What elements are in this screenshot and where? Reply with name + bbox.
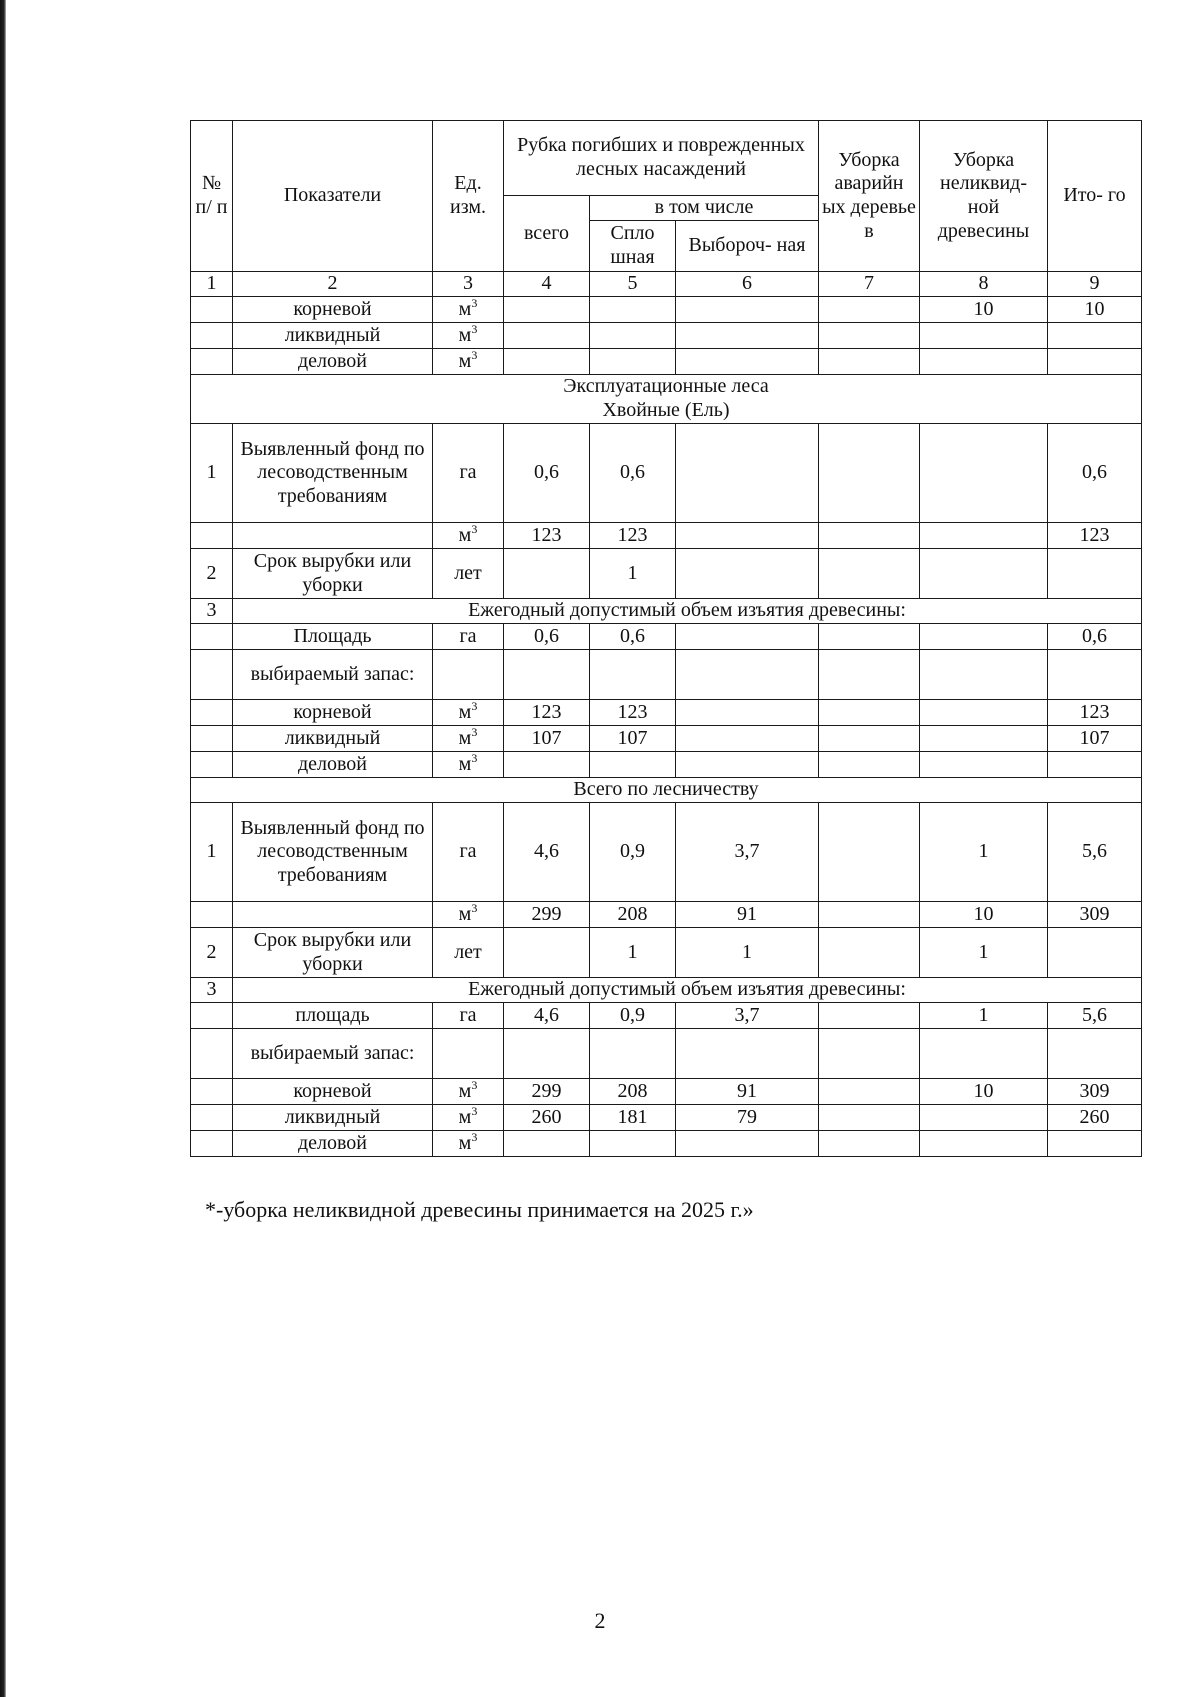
table-cell [504,349,590,375]
table-row [191,928,1142,978]
table-cell [233,902,433,928]
table-row [191,349,1142,375]
table-cell: 91 [676,902,819,928]
table-cell: 107 [590,726,676,752]
table-cell: 260 [1048,1105,1142,1131]
table-cell: 107 [1048,726,1142,752]
table-cell: 1 [920,1003,1048,1029]
table-cell: 123 [590,700,676,726]
table-cell: 208 [590,902,676,928]
col-number: 7 [819,272,920,297]
table-row [191,700,1142,726]
table-row [191,599,1142,624]
table-row [191,624,1142,650]
table-cell: выбираемый запас: [233,1029,433,1079]
page-number: 2 [594,1608,606,1633]
table-cell [819,424,920,523]
unit-cell: $м^3$ [433,523,504,549]
table-cell: 79 [676,1105,819,1131]
table-row [191,424,1142,523]
col-number: 8 [920,272,1048,297]
table-cell: 3,7 [676,1003,819,1029]
table-cell [191,902,233,928]
table-cell: 181 [590,1105,676,1131]
table-cell [819,752,920,778]
table-cell [819,323,920,349]
unit-cell: $м^3$ [433,700,504,726]
table-cell [590,297,676,323]
table-cell: деловой [233,349,433,375]
table-cell: 107 [504,726,590,752]
table-cell: га [433,803,504,902]
table-cell [819,726,920,752]
table-cell: 3,7 [676,803,819,902]
unit-cell: $м^3$ [433,726,504,752]
table-cell [819,1105,920,1131]
table-cell: 1 [191,424,233,523]
table-row [191,902,1142,928]
table-cell [191,726,233,752]
table-cell: 208 [590,1079,676,1105]
table-cell [819,549,920,599]
table-cell [191,650,233,700]
table-cell: 123 [590,523,676,549]
table-cell [676,1029,819,1079]
table-row [191,549,1142,599]
col-number: 5 [590,272,676,297]
table-cell [191,752,233,778]
table-cell [676,549,819,599]
table-row [191,297,1142,323]
header-emergency: Уборка аварийн ых деревье в [819,121,920,272]
table-cell [920,650,1048,700]
table-row [191,1105,1142,1131]
table-cell [920,700,1048,726]
table-row [191,1131,1142,1157]
table-row [191,1079,1142,1105]
table-cell [590,1131,676,1157]
table-cell [504,928,590,978]
table-cell: 1 [920,928,1048,978]
table-cell: ликвидный [233,323,433,349]
column-numbers-row [191,272,1142,297]
header-grand-total: Ито- го [1048,121,1142,272]
unit-cell: $м^3$ [433,902,504,928]
header-unit: Ед. изм. [433,121,504,272]
table-cell [504,323,590,349]
table-cell: лет [433,928,504,978]
table-cell [676,624,819,650]
table-cell [1048,650,1142,700]
unit-cell: $м^3$ [433,1079,504,1105]
table-row [191,1029,1142,1079]
table-cell: 10 [920,902,1048,928]
table-cell: 4,6 [504,803,590,902]
table-cell: Срок вырубки или уборки [233,928,433,978]
table-cell [676,523,819,549]
table-cell: 123 [504,523,590,549]
header-including: в том числе [590,196,819,221]
header-num: № п/ п [191,121,233,272]
table-cell [676,297,819,323]
section-title-row [191,778,1142,803]
section-title-row [191,375,1142,424]
table-cell: 0,6 [504,424,590,523]
table-cell [191,523,233,549]
table-cell [819,349,920,375]
table-cell: лет [433,549,504,599]
table-cell [1048,549,1142,599]
table-cell: корневой [233,297,433,323]
table-cell [920,349,1048,375]
header-nonliquid: Уборка неликвид- ной древесины [920,121,1048,272]
table-cell [1048,1029,1142,1079]
col-number: 4 [504,272,590,297]
header-clear: Спло шная [590,221,676,272]
table-cell [590,1029,676,1079]
unit-cell: $м^3$ [433,349,504,375]
table-cell [590,349,676,375]
table-cell: 0,6 [590,624,676,650]
table-cell: 91 [676,1079,819,1105]
header-felling-group: Рубка погибших и поврежденных лесных насаждений [504,121,819,196]
section-title: Всего по лесничеству [191,778,1142,803]
table-cell [191,323,233,349]
unit-cell: $м^3$ [433,297,504,323]
table-row [191,978,1142,1003]
table-cell: га [433,624,504,650]
table-cell [504,297,590,323]
table-row [191,323,1142,349]
annual-volume-heading: Ежегодный допустимый объем изъятия древесины: [233,599,1142,624]
table-cell: 0,9 [590,803,676,902]
table-cell [191,349,233,375]
table-row [191,803,1142,902]
table-cell: 1 [191,803,233,902]
table-cell [191,700,233,726]
table-cell: 123 [504,700,590,726]
table-cell: Срок вырубки или уборки [233,549,433,599]
table-cell: 10 [920,297,1048,323]
table-cell [920,523,1048,549]
table-cell [819,700,920,726]
header-total: всего [504,196,590,272]
table-cell [1048,928,1142,978]
forest-felling-table [190,120,1142,1157]
table-cell [819,1131,920,1157]
table-cell [920,1029,1048,1079]
table-cell [819,1003,920,1029]
table-cell [676,752,819,778]
table-cell [590,752,676,778]
annual-volume-heading: Ежегодный допустимый объем изъятия древесины: [233,978,1142,1003]
table-cell: 299 [504,902,590,928]
table-cell: 309 [1048,1079,1142,1105]
table-row [191,1003,1142,1029]
table-cell: 1 [590,928,676,978]
table-cell: корневой [233,1079,433,1105]
col-number: 9 [1048,272,1142,297]
col-number: 1 [191,272,233,297]
table-cell [1048,349,1142,375]
table-cell [920,624,1048,650]
table-cell [819,803,920,902]
table-row [191,650,1142,700]
table-cell [191,624,233,650]
table-cell: Выявленный фонд по лесоводственным требованиям [233,424,433,523]
table-cell: 1 [676,928,819,978]
table-cell [920,424,1048,523]
table-cell: ликвидный [233,1105,433,1131]
table-cell [504,1131,590,1157]
scan-edge [0,0,6,1697]
table-cell [676,323,819,349]
table-cell [676,726,819,752]
table-cell: 0,6 [504,624,590,650]
table-cell: 0,6 [590,424,676,523]
table-cell: корневой [233,700,433,726]
table-cell [233,523,433,549]
table-cell [920,549,1048,599]
table-cell [920,1105,1048,1131]
table-cell [191,1131,233,1157]
table-cell [676,700,819,726]
table-cell: 4,6 [504,1003,590,1029]
table-cell [819,523,920,549]
table-cell [920,726,1048,752]
header-selective: Выбороч- ная [676,221,819,272]
unit-cell: $м^3$ [433,1105,504,1131]
table-cell [676,424,819,523]
table-cell [920,752,1048,778]
table-cell [590,323,676,349]
table-cell [191,297,233,323]
table-cell [191,1029,233,1079]
table-cell [920,323,1048,349]
table-cell [1048,323,1142,349]
section-title [191,375,1142,424]
table-cell: 3 [191,599,233,624]
table-cell: 5,6 [1048,1003,1142,1029]
table-cell [676,349,819,375]
table-cell [504,650,590,700]
table-cell: 0,9 [590,1003,676,1029]
table-cell: 2 [191,549,233,599]
table-cell [1048,1131,1142,1157]
table-row [191,726,1142,752]
table-cell: 5,6 [1048,803,1142,902]
table-cell: 0,6 [1048,624,1142,650]
section-title-line: Хвойные (Ель) [602,399,730,421]
table-cell: Площадь [233,624,433,650]
table-cell: 309 [1048,902,1142,928]
table-cell: 260 [504,1105,590,1131]
table-row [191,523,1142,549]
col-number: 3 [433,272,504,297]
table-cell: площадь [233,1003,433,1029]
table-cell [819,1029,920,1079]
table-cell: выбираемый запас: [233,650,433,700]
table-cell: деловой [233,1131,433,1157]
table-cell [819,1079,920,1105]
table-cell [819,624,920,650]
table-cell: Выявленный фонд по лесоводственным требованиям [233,803,433,902]
table-cell: деловой [233,752,433,778]
table-cell: 2 [191,928,233,978]
header-row [191,121,1142,196]
table-cell [819,928,920,978]
table-cell [433,1029,504,1079]
table-cell: 123 [1048,523,1142,549]
col-number: 6 [676,272,819,297]
table-cell: га [433,424,504,523]
table-cell [1048,752,1142,778]
unit-cell: $м^3$ [433,1131,504,1157]
table-cell [819,902,920,928]
table-cell [676,650,819,700]
table-cell: 10 [1048,297,1142,323]
table-cell [191,1003,233,1029]
table-cell: 123 [1048,700,1142,726]
table-cell: га [433,1003,504,1029]
table-cell [504,752,590,778]
table-cell [819,297,920,323]
unit-cell: $м^3$ [433,323,504,349]
table-cell: 1 [590,549,676,599]
table-cell: 299 [504,1079,590,1105]
table-cell [920,1131,1048,1157]
footnote: *-уборка неликвидной древесины принимается на 2025 г.» [205,1197,754,1222]
table-cell: 10 [920,1079,1048,1105]
table-cell: ликвидный [233,726,433,752]
table-cell [504,549,590,599]
col-number: 2 [233,272,433,297]
table-cell [433,650,504,700]
table-cell [819,650,920,700]
table-cell: 1 [920,803,1048,902]
table-cell [504,1029,590,1079]
table-cell: 0,6 [1048,424,1142,523]
unit-cell: $м^3$ [433,752,504,778]
header-indicators: Показатели [233,121,433,272]
section-title-line: Эксплуатационные леса [563,375,769,398]
table-row [191,752,1142,778]
table-cell [590,650,676,700]
table-cell [191,1105,233,1131]
table-cell: 3 [191,978,233,1003]
table-cell [191,1079,233,1105]
table-cell [676,1131,819,1157]
